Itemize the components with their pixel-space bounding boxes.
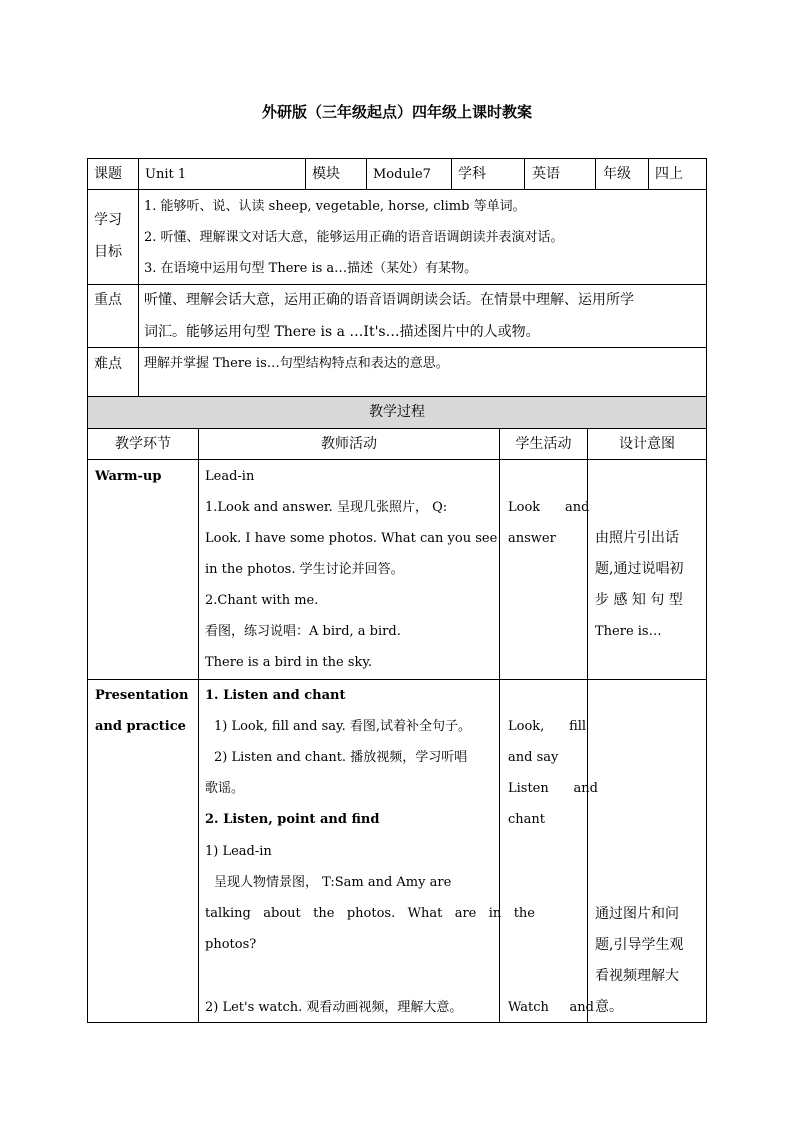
presentation-intent-line: 意。 [595,999,623,1015]
column-header: 学生活动 [515,436,572,452]
warmup-teacher-line: 2.Chant with me. [205,593,319,608]
warmup-stage: Warm-up [95,469,162,484]
warmup-teacher-line: 看图，练习说唱：A bird, a bird. [205,624,401,639]
presentation-student-line: Look, fill [508,719,587,734]
subject-label: 学科 [458,166,486,182]
warmup-intent-line: There is… [595,624,662,639]
grade-value: 四上 [655,166,683,182]
warmup-student-line: Look and [508,500,590,515]
presentation-teacher-line: talking about the photos. What are in the [205,906,535,921]
difficulties-text: 理解并掌握 There is…句型结构特点和表达的意思。 [144,356,449,371]
presentation-teacher-line: 1) Lead-in [205,844,272,859]
warmup-teacher-line: Look. I have some photos. What can you see [205,531,498,546]
objective-item: 1. 能够听、说、认读 sheep, vegetable, horse, climb 等单词。 [144,199,526,214]
page-title: 外研版（三年级起点）四年级上课时教案 [261,103,532,121]
presentation-teacher-line: 1. Listen and chant [205,688,346,703]
presentation-student-line: chant [508,812,546,827]
lesson-value: Unit 1 [145,167,187,182]
warmup-student-line: answer [508,531,556,546]
key-points-line: 词汇。能够运用句型 There is a …It's…描述图片中的人或物。 [144,324,540,340]
warmup-teacher-line: in the photos. 学生讨论并回答。 [205,562,404,577]
warmup-intent-line: 步 感 知 句 型 [595,592,683,608]
module-value: Module7 [373,167,431,182]
objectives-label-1: 学习 [94,212,122,228]
subject-value: 英语 [532,166,560,182]
presentation-stage: Presentation [95,688,189,703]
key-points-label: 重点 [94,292,122,308]
warmup-teacher-line: Lead-in [205,469,255,484]
warmup-intent-line: 题,通过说唱初 [595,561,684,577]
presentation-teacher-line: 呈现人物情景图， T:Sam and Amy are [214,875,452,890]
presentation-teacher-line: 1) Look, fill and say. 看图,试着补全句子。 [214,719,472,734]
presentation-intent-line: 通过图片和问 [595,906,679,922]
process-heading: 教学过程 [369,404,425,420]
column-header: 设计意图 [619,436,675,452]
column-header: 教师活动 [321,436,377,452]
presentation-student-line: Watch and [508,1000,594,1015]
presentation-teacher-line: 2) Let's watch. 观看动画视频，理解大意。 [205,1000,463,1015]
objectives-label-2: 目标 [94,244,122,260]
key-points-line: 听懂、理解会话大意，运用正确的语音语调朗读会话。在情景中理解、运用所学 [144,292,634,308]
objective-item: 3. 在语境中运用句型 There is a…描述（某处）有某物。 [144,261,478,276]
presentation-intent-line: 题,引导学生观 [595,937,684,953]
presentation-stage: and practice [95,719,186,734]
column-header: 教学环节 [115,436,171,452]
warmup-teacher-line: 1.Look and answer. 呈现几张照片， Q: [205,500,448,515]
warmup-intent-line: 由照片引出话 [595,530,679,546]
presentation-teacher-line: photos? [205,937,257,952]
presentation-student-line: and say [508,750,559,765]
presentation-teacher-line: 2) Listen and chant. 播放视频，学习听唱 [214,750,468,765]
grade-label: 年级 [603,166,631,182]
presentation-intent-line: 看视频理解大 [595,968,679,984]
presentation-teacher-line: 歌谣。 [205,781,245,796]
presentation-teacher-line: 2. Listen, point and find [205,812,380,827]
presentation-student-line: Listen and [508,781,598,796]
warmup-teacher-line: There is a bird in the sky. [205,655,373,670]
module-label: 模块 [312,166,340,182]
difficulties-label: 难点 [94,356,122,372]
objective-item: 2. 听懂、理解课文对话大意，能够运用正确的语音语调朗读并表演对话。 [144,230,564,245]
lesson-label: 课题 [94,166,122,182]
